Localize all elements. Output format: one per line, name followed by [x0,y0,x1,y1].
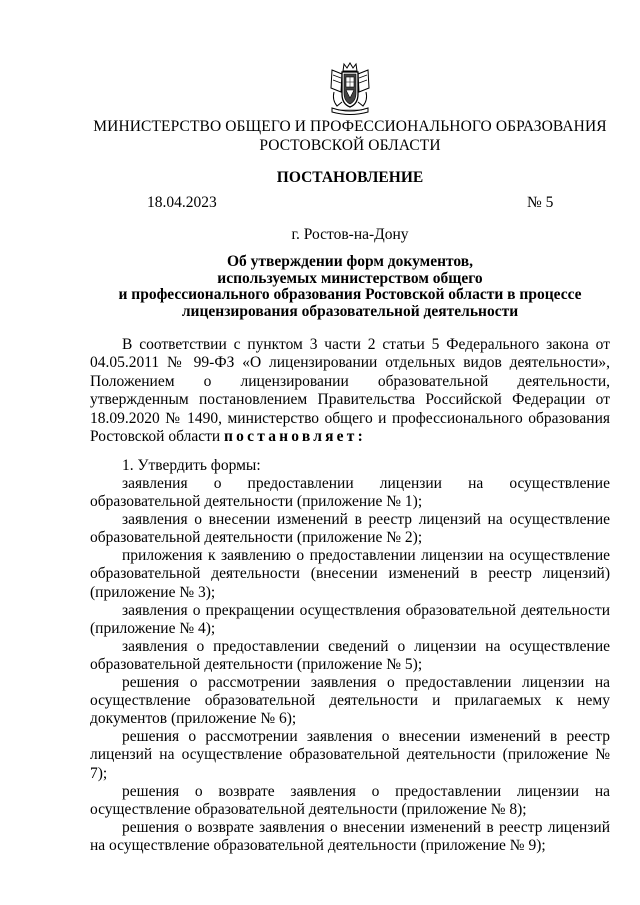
document-date: 18.04.2023 [147,194,217,211]
title-line1: Об утверждении форм документов, [226,253,474,270]
preamble-text: В соответствии с пунктом 3 части 2 статьи 5 Федерального закона от 04.05.2011 № 99-ФЗ «О лицензировании отдельных видов деятельности», Положением о лицензировании образовательной деятельности, утвержденным постановлением Правительства Российской Федерации от 18.09.2020 № 1490, министерство общего и профессионального образования Ростовской области [90,336,610,446]
list-item: решения о возврате заявления о предоставлении лицензии на осуществление образовательной деятельности (приложение № 8); [90,782,610,818]
list-item: приложения к заявлению о предоставлении лицензии на осуществление образовательной деятельности (внесении изменений в реестр лицензий) (приложение № 3); [90,547,610,601]
list-item: заявления о предоставлении лицензии на осуществление образовательной деятельности (приложение № 1); [90,475,610,511]
ministry-name-line2: РОСТОВСКОЙ ОБЛАСТИ [259,137,441,154]
list-item: решения о рассмотрении заявления о внесении изменений в реестр лицензий на осуществление образовательной деятельности (приложение № 7); [90,728,610,782]
list-item: решения о рассмотрении заявления о предоставлении лицензии на осуществление образовательной деятельности и прилагаемых к нему документов (приложение № 6); [90,674,610,728]
title-line4: лицензирования образовательной деятельности [181,302,519,320]
document-city: г. Ростов-на-Дону [291,226,409,243]
resolves-word: постановляет: [224,428,366,446]
item-1-heading: 1. Утвердить формы: [122,457,261,474]
forms-list [90,475,610,855]
document-type: ПОСТАНОВЛЕНИЕ [276,169,424,186]
title-line2: используемых министерством общего [217,269,483,287]
title-line3: и профессионального образования Ростовской области в процессе [118,286,582,303]
document-number: № 5 [527,194,554,211]
list-item: заявления о внесении изменений в реестр лицензий на осуществление образовательной деятельности (приложение № 2); [90,511,610,547]
list-item: заявления о прекращении осуществления образовательной деятельности (приложение № 4); [90,601,610,637]
preamble-paragraph [90,336,610,446]
document-title [90,254,610,320]
ministry-name [90,117,610,155]
list-item: заявления о предоставлении сведений о лицензии на осуществление образовательной деятельности (приложение № 5); [90,637,610,673]
list-item: решения о возврате заявления о внесении изменений в реестр лицензий на осуществление образовательной деятельности (приложение № 9); [90,818,610,854]
coat-of-arms-icon [328,62,372,116]
ministry-name-line1: МИНИСТЕРСТВО ОБЩЕГО И ПРОФЕССИОНАЛЬНОГО ОБРАЗОВАНИЯ [93,118,607,135]
